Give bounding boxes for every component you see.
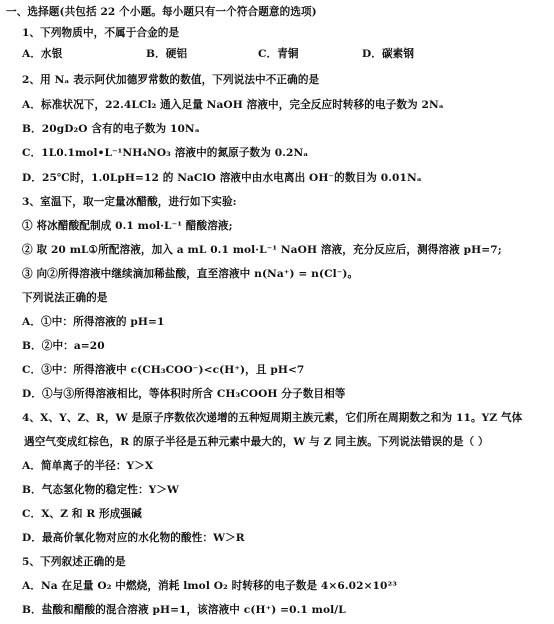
q1-option-c: C．青铜 [258, 48, 299, 60]
q3-stem: 3、室温下，取一定量冰醋酸，进行如下实验: [22, 196, 237, 208]
q4-option-d: D．最高价氧化物对应的水化物的酸性：W＞R [22, 532, 245, 544]
q5-option-b: B．盐酸和醋酸的混合溶液 pH=1，该溶液中 c(H⁺) =0.1 mol/L [22, 604, 346, 616]
q2-stem: 2、用 Nₐ 表示阿伏加德罗常数的数值，下列说法中不正确的是 [22, 74, 320, 86]
q1-option-d: D．碳素钢 [362, 48, 415, 60]
q3-step-3: ③ 向②所得溶液中继续滴加稀盐酸，直至溶液中 n(Na⁺) = n(Cl⁻)。 [22, 268, 359, 280]
q2-option-b: B．20gD₂O 含有的电子数为 10Nₐ [22, 123, 200, 135]
q5-stem: 5、下列叙述正确的是 [22, 556, 126, 568]
q1-options [22, 47, 548, 61]
q3-step-2: ② 取 20 mL①所配溶液，加入 a mL 0.1 mol·L⁻¹ NaOH 溶液，充分反应后，测得溶液 pH=7; [22, 244, 502, 256]
q1-stem: 1、下列物质中，不属于合金的是 [22, 27, 180, 39]
q3-option-c: C．③中：所得溶液中 c(CH₃COO⁻)<c(H⁺)，且 pH<7 [22, 364, 305, 376]
q1-option-a: A．水银 [22, 48, 63, 60]
q3-option-a: A．①中：所得溶液的 pH=1 [22, 316, 165, 328]
q4-option-a: A．简单离子的半径：Y＞X [22, 460, 154, 472]
q4-stem-line-1: 4、X、Y、Z、R，W 是原子序数依次递增的五种短周期主族元素，它们所在周期数之和为 11。YZ 气体 [22, 412, 523, 424]
q3-ask: 下列说法正确的是 [22, 292, 108, 304]
q3-option-d: D．①与③所得溶液相比，等体积时所含 CH₃COOH 分子数目相等 [22, 388, 346, 400]
section-title: 一、选择题(共包括 22 个小题。每小题只有一个符合题意的选项) [6, 6, 317, 18]
q3-option-b: B．②中：a=20 [22, 340, 105, 352]
q5-option-a: A．Na 在足量 O₂ 中燃烧，消耗 lmol O₂ 时转移的电子数是 4×6.02×10²³ [22, 580, 397, 592]
q2-option-c: C．1L0.1mol•L⁻¹NH₄NO₃ 溶液中的氮原子数为 0.2Nₐ [22, 147, 309, 159]
q2-option-d: D．25℃时，1.0LpH=12 的 NaClO 溶液中由水电离出 OH⁻的数目为 0.01Nₐ [22, 172, 422, 184]
q4-option-b: B．气态氢化物的稳定性：Y＞W [22, 484, 180, 496]
q1-option-b: B．硬铝 [146, 48, 188, 60]
q3-step-1: ① 将冰醋酸配制成 0.1 mol·L⁻¹ 醋酸溶液; [22, 220, 233, 232]
q4-stem-line-2: 遇空气变成红棕色，R 的原子半径是五种元素中最大的，W 与 Z 同主族。下列说法错误的是（ ） [24, 436, 489, 448]
q4-option-c: C．X、Z 和 R 形成强碱 [22, 508, 142, 520]
q2-option-a: A．标准状况下，22.4LCl₂ 通入足量 NaOH 溶液中，完全反应时转移的电子数为 2Nₐ [22, 99, 444, 111]
